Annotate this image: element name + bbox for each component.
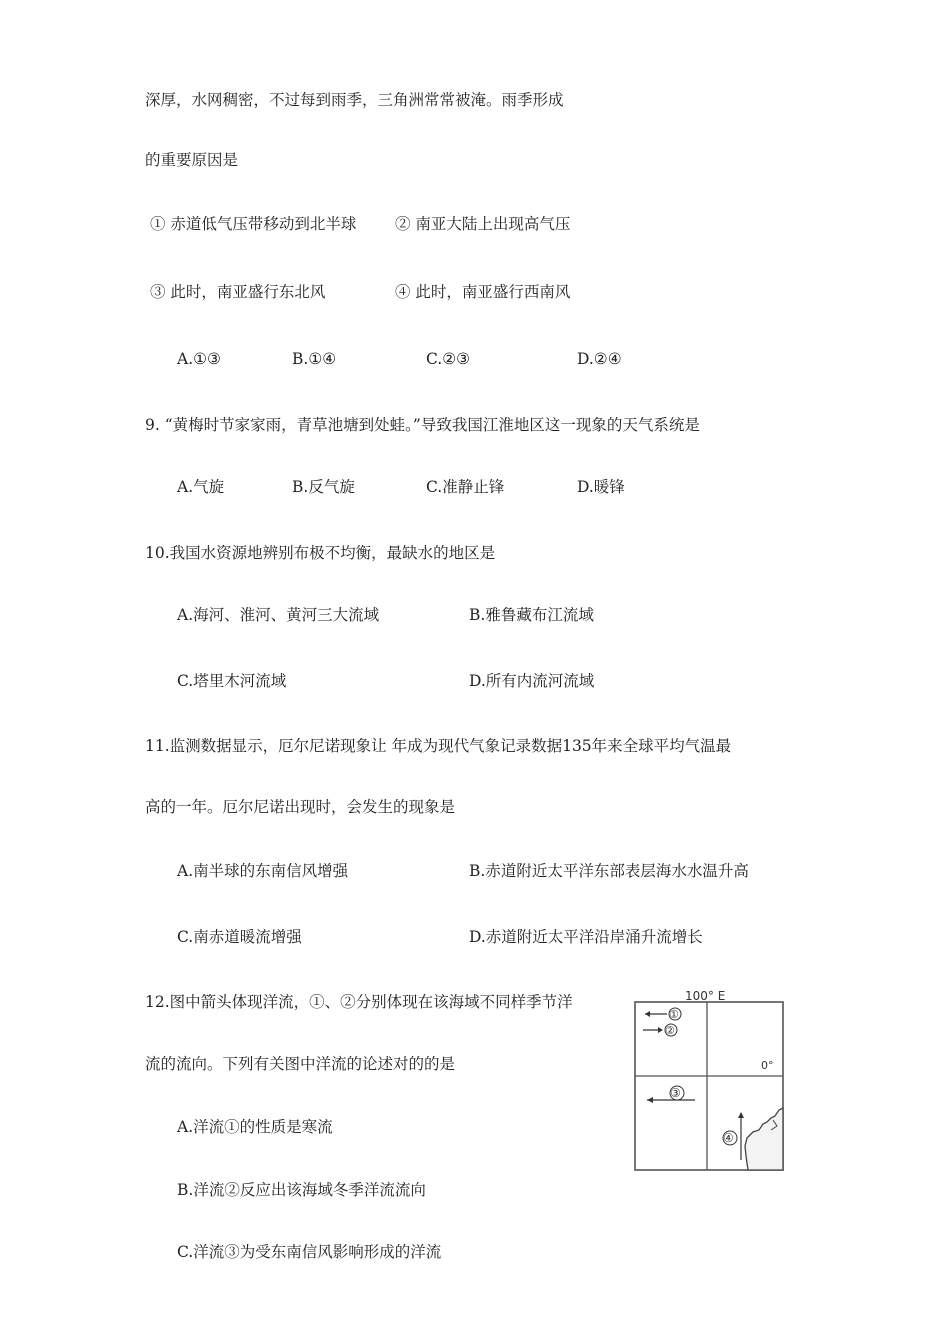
q8-statement-1: ① 赤道低气压带移动到北半球 [150,215,357,233]
q8-option-b: B.①④ [292,350,337,368]
longitude-label: 100° E [685,990,726,1003]
marker-1: ① [669,1008,679,1021]
q11-option-d: D.赤道附近太平洋沿岸涌升流增长 [469,928,703,946]
q8-stem-line2: 的重要原因是 [145,151,239,169]
q8-option-d: D.②④ [577,350,622,368]
q8-statement-2: ② 南亚大陆上出现高气压 [395,215,571,233]
q9-option-d: D.暖锋 [577,478,625,496]
q9-stem: 9. “黄梅时节家家雨，青草池塘到处蛙。”导致我国江淮地区这一现象的天气系统是 [145,416,700,434]
q10-stem: 10.我国水资源地辨别布极不均衡，最缺水的地区是 [145,544,496,562]
q8-stem-line1: 深厚，水网稠密，不过每到雨季，三角洲常常被淹。雨季形成 [145,91,564,109]
latitude-label: 0° [761,1059,774,1072]
q8-statement-4: ④ 此时，南亚盛行西南风 [395,283,571,301]
q8-option-c: C.②③ [426,350,471,368]
q10-option-a: A.海河、淮河、黄河三大流域 [177,606,380,624]
ocean-current-map [633,990,785,1172]
q11-option-c: C.南赤道暖流增强 [177,928,302,946]
ocean-current-figure [633,990,785,1172]
q8-statement-3: ③ 此时，南亚盛行东北风 [150,283,326,301]
q10-option-d: D.所有内流河流域 [469,672,595,690]
q12-stem-line1: 12.图中箭头体现洋流，①、②分别体现在该海域不同样季节洋 [145,993,573,1011]
marker-4: ④ [723,1131,734,1145]
q12-option-a: A.洋流①的性质是寒流 [177,1118,333,1136]
marker-2: ② [665,1024,675,1037]
q9-option-b: B.反气旋 [292,478,355,496]
q9-option-c: C.准静止锋 [426,478,505,496]
q11-option-b: B.赤道附近太平洋东部表层海水水温升高 [469,862,749,880]
q10-option-b: B.雅鲁藏布江流域 [469,606,594,624]
q9-option-a: A.气旋 [177,478,225,496]
q10-option-c: C.塔里木河流域 [177,672,287,690]
q8-option-a: A.①③ [177,350,221,368]
q11-stem-line1: 11.监测数据显示，厄尔尼诺现象让 年成为现代气象记录数据135年来全球平均气温最 [145,737,732,755]
q12-stem-line2: 流的流向。下列有关图中洋流的论述对的的是 [145,1055,456,1073]
marker-3: ③ [670,1086,681,1100]
q12-option-c: C.洋流③为受东南信风影响形成的洋流 [177,1243,442,1261]
q12-option-b: B.洋流②反应出该海域冬季洋流流向 [177,1181,426,1199]
q11-stem-line2: 高的一年。厄尔尼诺出现时，会发生的现象是 [145,798,456,816]
q11-option-a: A.南半球的东南信风增强 [177,862,349,880]
